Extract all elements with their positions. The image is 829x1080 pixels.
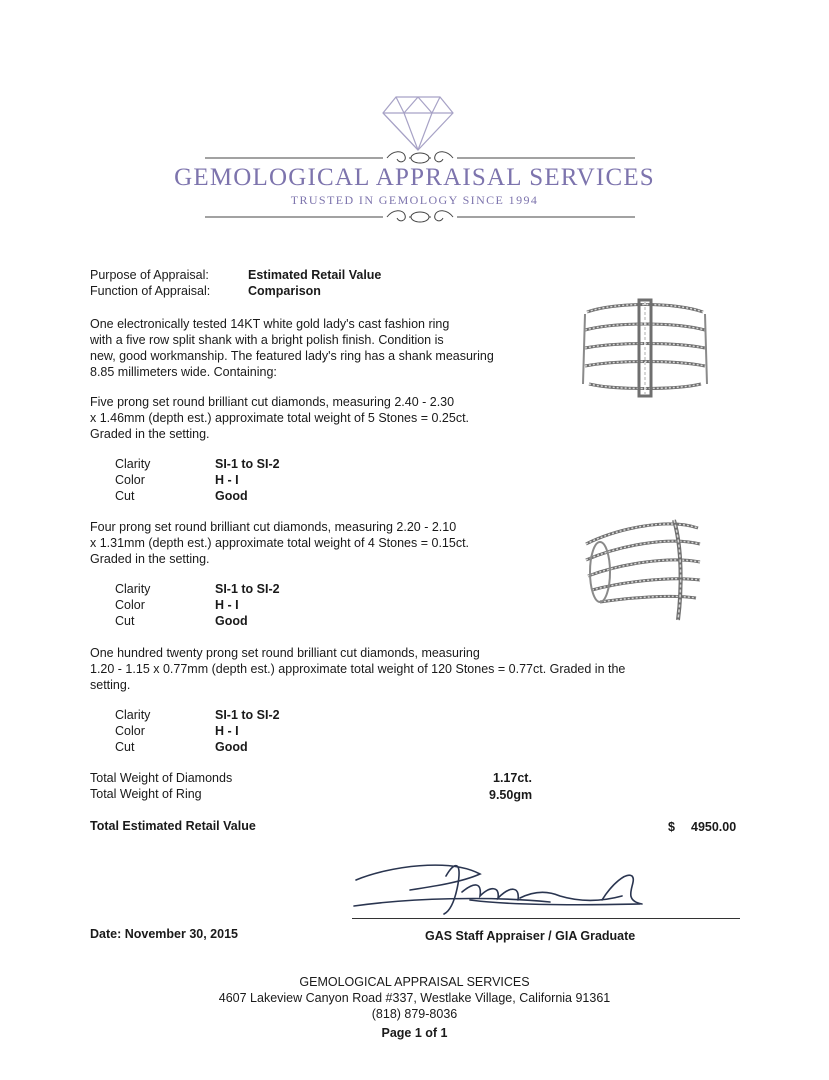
retail-value: 4950.00 [691, 820, 737, 834]
stone-group-line: setting. [90, 678, 131, 692]
grade-row-clarity [115, 707, 280, 723]
grade-value: H - I [215, 598, 239, 612]
grade-value: SI-1 to SI-2 [215, 457, 280, 471]
total-diamonds-label: Total Weight of Diamonds [90, 771, 233, 785]
footer-phone: (818) 879-8036 [371, 1007, 458, 1021]
description-line: new, good workmanship. The featured lady's ring has a shank measuring [90, 349, 494, 363]
diamond-icon [380, 93, 456, 153]
grade-label: Clarity [115, 708, 151, 722]
grade-row-color [115, 472, 280, 488]
currency-symbol: $ [668, 820, 675, 834]
letterhead [0, 0, 829, 240]
grade-row-color [115, 597, 280, 613]
stone-group-line: x 1.31mm (depth est.) approximate total weight of 4 Stones = 0.15ct. [90, 536, 470, 550]
stone-group-line: One hundred twenty prong set round brilliant cut diamonds, measuring [90, 646, 480, 660]
grade-value: Good [215, 489, 248, 503]
stone-group-line: x 1.46mm (depth est.) approximate total weight of 5 Stones = 0.25ct. [90, 411, 470, 425]
grade-value: Good [215, 614, 248, 628]
grade-label: Color [115, 598, 145, 612]
stone-group-2 [90, 519, 469, 567]
page-number: Page 1 of 1 [381, 1026, 448, 1040]
total-diamonds-value: 1.17ct. [493, 771, 532, 785]
retail-value-label: Total Estimated Retail Value [90, 819, 256, 833]
bottom-ornament-rule [205, 207, 635, 227]
grade-row-clarity [115, 581, 280, 597]
stone-group-line: Graded in the setting. [90, 552, 210, 566]
function-value: Comparison [248, 284, 321, 298]
grade-row-cut [115, 613, 280, 629]
grading-table-3 [115, 707, 280, 755]
company-tagline: TRUSTED IN GEMOLOGY SINCE 1994 [290, 193, 539, 207]
grade-row-clarity [115, 456, 280, 472]
appraiser-title: GAS Staff Appraiser / GIA Graduate [425, 929, 636, 943]
grade-value: Good [215, 740, 248, 754]
grade-value: H - I [215, 724, 239, 738]
grade-label: Color [115, 473, 145, 487]
grade-label: Color [115, 724, 145, 738]
grade-label: Cut [115, 614, 135, 628]
grading-table-2 [115, 581, 280, 629]
stone-group-line: 1.20 - 1.15 x 0.77mm (depth est.) approximate total weight of 120 Stones = 0.77ct. Graded in the [90, 662, 626, 676]
grade-label: Cut [115, 740, 135, 754]
grade-row-cut [115, 739, 280, 755]
stone-group-line: Four prong set round brilliant cut diamonds, measuring 2.20 - 2.10 [90, 520, 457, 534]
footer-address: 4607 Lakeview Canyon Road #337, Westlake Village, California 91361 [218, 991, 611, 1005]
description-line: One electronically tested 14KT white gold lady's cast fashion ring [90, 317, 450, 331]
stone-group-line: Five prong set round brilliant cut diamonds, measuring 2.40 - 2.30 [90, 395, 455, 409]
footer-company: GEMOLOGICAL APPRAISAL SERVICES [299, 975, 530, 989]
function-label: Function of Appraisal: [90, 284, 211, 298]
purpose-value: Estimated Retail Value [248, 268, 382, 282]
grade-value: H - I [215, 473, 239, 487]
grading-table-1 [115, 456, 280, 504]
signature-line [352, 918, 740, 919]
total-ring-label: Total Weight of Ring [90, 787, 202, 801]
ring-description [90, 316, 494, 380]
description-line: 8.85 millimeters wide. Containing: [90, 365, 277, 379]
stone-group-3 [90, 645, 625, 693]
appraisal-date: Date: November 30, 2015 [90, 927, 238, 941]
grade-label: Clarity [115, 582, 151, 596]
grade-label: Clarity [115, 457, 151, 471]
total-ring-value: 9.50gm [489, 788, 533, 802]
grade-value: SI-1 to SI-2 [215, 582, 280, 596]
ring-side-photo [578, 508, 708, 626]
grade-row-cut [115, 488, 280, 504]
appraiser-signature [350, 852, 660, 922]
stone-group-1 [90, 394, 469, 442]
purpose-label: Purpose of Appraisal: [90, 268, 209, 282]
grade-row-color [115, 723, 280, 739]
ring-front-photo [575, 294, 715, 404]
grade-value: SI-1 to SI-2 [215, 708, 280, 722]
grade-label: Cut [115, 489, 135, 503]
company-name: GEMOLOGICAL APPRAISAL SERVICES [174, 164, 655, 191]
stone-group-line: Graded in the setting. [90, 427, 210, 441]
description-line: with a five row split shank with a bright polish finish. Condition is [90, 333, 444, 347]
